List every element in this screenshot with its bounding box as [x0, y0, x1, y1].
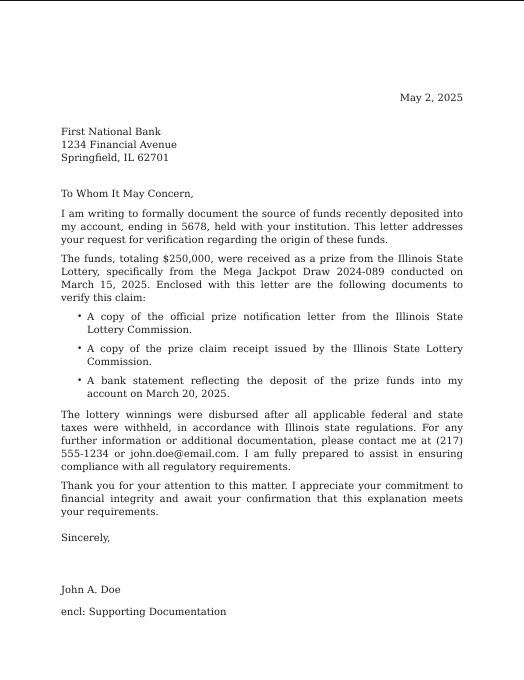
document-item-text: A copy of the official prize notification letter from the Illinois State Lottery Commission. [87, 312, 463, 336]
letter-date: May 2, 2025 [399, 93, 463, 104]
list-item [77, 311, 463, 337]
recipient-line-2: 1234 Financial Avenue [61, 140, 177, 151]
bullet-icon: • [77, 312, 83, 322]
list-item [77, 375, 463, 401]
top-border-rule [0, 0, 524, 1]
salutation: To Whom It May Concern, [61, 189, 194, 200]
documents-list [61, 311, 463, 401]
bullet-icon: • [77, 344, 83, 354]
recipient-line-3: Springfield, IL 62701 [61, 153, 170, 164]
paragraph-funds-source: The funds, totaling $250,000, were received as a prize from the Illinois State Lottery, specifically from the Mega Jackpot Draw 2024-089 conducted on March 15, 2025. Enclosed with this letter are the following documents to verify this claim: [61, 254, 463, 304]
signature-space [61, 545, 463, 584]
signer-name: John A. Doe [61, 585, 121, 596]
bullet-icon: • [77, 376, 83, 386]
closing: Sincerely, [61, 533, 111, 544]
list-item [77, 343, 463, 369]
paragraph-thanks: Thank you for your attention to this matter. I appreciate your commitment to financial integrity and await your confirmation that this explanation meets your requirements. [61, 481, 463, 518]
paragraph-purpose: I am writing to formally document the source of funds recently deposited into my account, ending in 5678, held with your institution. This letter addresses your request for verification regarding the origin of these funds. [61, 209, 463, 246]
paragraph-taxes-contact: The lottery winnings were disbursed after all applicable federal and state taxes were withheld, in accordance with Illinois state regulations. For any further information or additional documentation, please contact me at (217) 555-1234 or john.doe@email.com. I am fully prepared to assist in ensuring compliance with all regulatory requirements. [61, 410, 463, 473]
recipient-address [61, 126, 463, 165]
document-item-text: A copy of the prize claim receipt issued by the Illinois State Lottery Commission. [87, 344, 463, 368]
letter-body [61, 92, 463, 619]
recipient-line-1: First National Bank [61, 127, 161, 138]
document-item-text: A bank statement reflecting the deposit of the prize funds into my account on March 20, 2025. [87, 376, 463, 400]
enclosure-note: encl: Supporting Documentation [61, 607, 227, 618]
